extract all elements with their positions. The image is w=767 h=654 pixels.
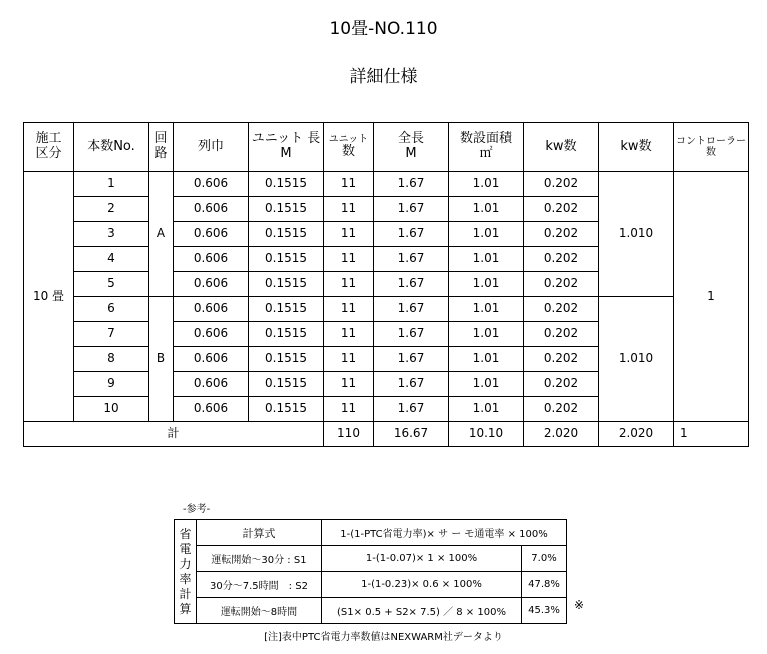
header-row	[24, 123, 749, 172]
cell-length: 1.67	[374, 197, 449, 222]
area-cell: 10 畳	[24, 172, 74, 422]
cell-kw: 0.202	[524, 347, 599, 372]
reference-row	[175, 572, 567, 598]
side-label-char: 省	[179, 526, 192, 541]
cell-unit-len: 0.1515	[249, 197, 324, 222]
reference-name: 計算式	[197, 520, 322, 546]
table-row	[24, 172, 749, 197]
cell-units: 11	[324, 197, 374, 222]
reference-side-label	[175, 520, 197, 624]
cell-kw: 0.202	[524, 372, 599, 397]
cell-length: 1.67	[374, 297, 449, 322]
header-area-sqm: 数設面積 ㎡	[449, 123, 524, 172]
reference-value: 47.8%	[522, 572, 567, 598]
cell-unit-len: 0.1515	[249, 397, 324, 422]
row-no: 7	[74, 322, 149, 347]
header-unit-count: ユニット 数	[324, 123, 374, 172]
header-length: 全長 M	[374, 123, 449, 172]
cell-area: 1.01	[449, 397, 524, 422]
cell-units: 11	[324, 397, 374, 422]
reference-label: -参考-	[183, 504, 211, 515]
cell-units: 11	[324, 372, 374, 397]
cell-kw: 0.202	[524, 322, 599, 347]
cell-unit-len: 0.1515	[249, 372, 324, 397]
cell-length: 1.67	[374, 247, 449, 272]
row-no: 10	[74, 397, 149, 422]
cell-unit-len: 0.1515	[249, 172, 324, 197]
header-kw-total: kw数	[599, 123, 674, 172]
cell-units: 11	[324, 172, 374, 197]
cell-area: 1.01	[449, 372, 524, 397]
total-area: 10.10	[449, 422, 524, 447]
row-no: 5	[74, 272, 149, 297]
header-circuit: 回 路	[149, 123, 174, 172]
total-row	[24, 422, 749, 447]
kw-total-cell: 1.010	[599, 172, 674, 297]
cell-width: 0.606	[174, 322, 249, 347]
cell-area: 1.01	[449, 322, 524, 347]
reference-value: 7.0%	[522, 546, 567, 572]
header-width: 列巾	[174, 123, 249, 172]
row-no: 6	[74, 297, 149, 322]
header-kw: kw数	[524, 123, 599, 172]
cell-length: 1.67	[374, 272, 449, 297]
cell-units: 11	[324, 322, 374, 347]
cell-area: 1.01	[449, 172, 524, 197]
cell-length: 1.67	[374, 222, 449, 247]
cell-area: 1.01	[449, 247, 524, 272]
row-no: 4	[74, 247, 149, 272]
total-label: 計	[24, 422, 324, 447]
cell-area: 1.01	[449, 197, 524, 222]
cell-kw: 0.202	[524, 197, 599, 222]
total-kw: 2.020	[524, 422, 599, 447]
cell-kw: 0.202	[524, 297, 599, 322]
cell-width: 0.606	[174, 272, 249, 297]
cell-area: 1.01	[449, 222, 524, 247]
reference-formula: 1-(1-PTC省電力率)× サ ー モ通電率 × 100%	[322, 520, 567, 546]
cell-width: 0.606	[174, 197, 249, 222]
cell-kw: 0.202	[524, 222, 599, 247]
page-title: 10畳-NO.110	[329, 19, 438, 39]
side-label-char: 算	[179, 601, 192, 616]
table-row	[24, 297, 749, 322]
cell-unit-len: 0.1515	[249, 322, 324, 347]
row-no: 9	[74, 372, 149, 397]
reference-row	[175, 598, 567, 624]
cell-length: 1.67	[374, 347, 449, 372]
cell-area: 1.01	[449, 272, 524, 297]
header-area: 施工 区分	[24, 123, 74, 172]
cell-length: 1.67	[374, 322, 449, 347]
reference-formula: (S1× 0.5 + S2× 7.5) ／ 8 × 100%	[322, 598, 522, 624]
cell-length: 1.67	[374, 172, 449, 197]
cell-width: 0.606	[174, 397, 249, 422]
reference-row	[175, 520, 567, 546]
cell-width: 0.606	[174, 347, 249, 372]
reference-table	[174, 519, 567, 624]
reference-value: 45.3%	[522, 598, 567, 624]
cell-unit-len: 0.1515	[249, 222, 324, 247]
cell-units: 11	[324, 347, 374, 372]
reference-name: 運転開始～8時間	[197, 598, 322, 624]
reference-mark: ※	[574, 598, 585, 612]
cell-width: 0.606	[174, 372, 249, 397]
header-unit-length: ユニット 長 M	[249, 123, 324, 172]
total-length: 16.67	[374, 422, 449, 447]
cell-area: 1.01	[449, 347, 524, 372]
side-label-char: 計	[179, 586, 192, 601]
cell-width: 0.606	[174, 222, 249, 247]
reference-name: 運転開始～30分 : S1	[197, 546, 322, 572]
circuit-cell: B	[149, 297, 174, 422]
side-label-char: 電	[179, 541, 192, 556]
cell-unit-len: 0.1515	[249, 347, 324, 372]
reference-name: 30分～7.5時間 : S2	[197, 572, 322, 598]
cell-area: 1.01	[449, 297, 524, 322]
cell-width: 0.606	[174, 172, 249, 197]
cell-unit-len: 0.1515	[249, 272, 324, 297]
reference-note: [注]表中PTC省電力率数値はNEXWARM社データより	[264, 632, 503, 643]
cell-kw: 0.202	[524, 172, 599, 197]
header-controller: コントローラー 数	[674, 123, 749, 172]
row-no: 8	[74, 347, 149, 372]
cell-unit-len: 0.1515	[249, 297, 324, 322]
row-no: 1	[74, 172, 149, 197]
total-controller: 1	[674, 422, 749, 447]
cell-kw: 0.202	[524, 397, 599, 422]
cell-kw: 0.202	[524, 272, 599, 297]
cell-units: 11	[324, 272, 374, 297]
spec-table	[23, 122, 749, 447]
circuit-cell: A	[149, 172, 174, 297]
total-kw-total: 2.020	[599, 422, 674, 447]
controller-cell: 1	[674, 172, 749, 422]
reference-row	[175, 546, 567, 572]
total-units: 110	[324, 422, 374, 447]
cell-length: 1.67	[374, 372, 449, 397]
header-no: 本数No.	[74, 123, 149, 172]
row-no: 3	[74, 222, 149, 247]
cell-units: 11	[324, 247, 374, 272]
cell-length: 1.67	[374, 397, 449, 422]
cell-width: 0.606	[174, 297, 249, 322]
side-label-char: 力	[179, 556, 192, 571]
page-subtitle: 詳細仕様	[349, 67, 418, 87]
cell-units: 11	[324, 222, 374, 247]
cell-units: 11	[324, 297, 374, 322]
cell-unit-len: 0.1515	[249, 247, 324, 272]
side-label-char: 率	[179, 571, 192, 586]
reference-formula: 1-(1-0.07)× 1 × 100%	[322, 546, 522, 572]
cell-width: 0.606	[174, 247, 249, 272]
kw-total-cell: 1.010	[599, 297, 674, 422]
reference-formula: 1-(1-0.23)× 0.6 × 100%	[322, 572, 522, 598]
cell-kw: 0.202	[524, 247, 599, 272]
row-no: 2	[74, 197, 149, 222]
